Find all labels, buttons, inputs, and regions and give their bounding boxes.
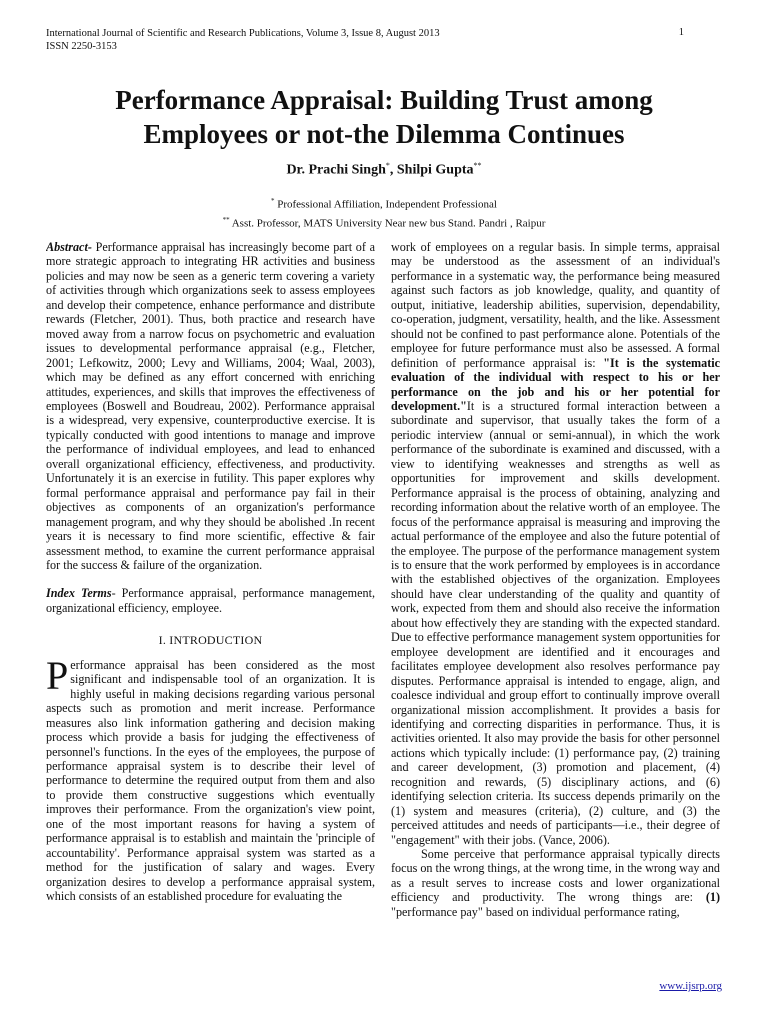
journal-website-link[interactable]: www.ijsrp.org [659,980,722,992]
issn: ISSN 2250-3153 [46,41,117,52]
affiliation-2-mark: ** [222,215,230,224]
author-2-mark: ** [473,161,482,170]
right-p2-bold: (1) [705,890,720,905]
left-column [46,240,375,996]
intro-text: erformance appraisal has been considered as the most significant and indispensable tool of an organization. It is highly useful in making decisions regarding various personal aspects such as promotion and merit increase. Performance measures also link information gathering and decision making process which provide a basis for judging the effectiveness of personnel's functions. In the eyes of the employees, the purpose of performance appraisal system is to describe their level of performance to determine the required output from them and also to provide them constructive suggestions which eventually improves their performance. From the organization's view point, one of the most important reasons for having a system of performance appraisal is to establish and maintain the 'principle of accountability'. Performance appraisal system was started as a method for the justification of salary and wages. Every organization desires to develop a performance appraisal system, which consists of an established procedure for evaluating the [46,657,375,904]
author-separator: , [389,162,397,178]
right-column [391,240,720,996]
author-1-mark: * [385,161,390,170]
right-paragraph-1 [391,240,720,847]
section-heading-introduction: I. INTRODUCTION [158,633,263,648]
journal-header [46,27,440,53]
title-line-1: Performance Appraisal: Building Trust among [115,85,653,115]
right-p1-text-a: work of employees on a regular basis. In simple terms, appraisal may be understood as the assessment of an individual's performance in a systematic way, the performance being measured against such factors as job knowledge, quality, and quantity of output, initiative, leadership abilities, supervision, dependability, co-operation, judgment, versatility, health, and the like. Assessment should not be confined to past performance alone. Potentials of the employee for future performance must also be assessed. A formal definition of performance appraisal is: [391,240,720,370]
author-line [0,161,768,179]
author-2: Shilpi Gupta [396,162,474,178]
right-paragraph-2 [391,847,720,919]
affiliation-1-mark: * [270,197,275,205]
right-p2-text-a: Some perceive that performance appraisal typically directs focus on the wrong things, at the wrong time, in the wrong way and as a result serves to increase costs and lower organizational efficiency and productivity. The wrong things are: [391,847,720,905]
journal-citation: International Journal of Scientific and Research Publications, Volume 3, Issue 8, August 2013 [46,28,440,39]
affiliations [0,194,768,231]
right-p1-text-b: It is a structured formal interaction between a subordinate and supervisor, that usually takes the form of a periodic interview (annual or semi-annual), in which the work performance of the subordinate is examined and discussed, with a view to identifying weaknesses and strengths as well as opportunities for improvement and skills development. Performance appraisal is the process of obtaining, analyzing and recording information about the relative worth of an employee. The focus of the performance appraisal is measuring and improving the actual performance of the employee and also the future potential of the employee. The purpose of the performance management system is to ensure that the work performed by employees is in accordance with the established objectives of the organization. Employees should have clear understanding of the quality and quantity of work, expected from them and should also receive the information about how effectively they are standing with the expected standard. Due to effective performance management system opportunities for employee development are identified and it encourages and facilitates employee development also resolves performance pay disputes. Performance appraisal is intended to engage, align, and coalesce individual and group effort to continually improve overall organizational mission accomplishment. It provides a basis for identifying and correcting disparities in performance. Thus, it is activities oriented. It also may provide the basis for other personnel actions which typically include: (1) performance pay, (2) training and career development, (3) promotion and placement, (4) recognition and rewards, (5) disciplinary actions, and (6) identifying selection criteria. Its success depends primarily on the (1) system and measures (criteria), (2) culture, and (3) the perceived attitudes and needs of participants—i.e., their degree of "engagement" with their jobs. (Vance, 2006). [391,398,720,847]
affiliation-1-text: Professional Affiliation, Independent Professional [274,198,497,211]
right-p2-text-b: "performance pay" based on individual performance rating, [391,904,680,919]
affiliation-1 [0,194,768,213]
affiliation-2-text: Asst. Professor, MATS University Near new bus Stand. Pandri , Raipur [229,217,546,230]
index-terms [46,586,375,615]
paper-title [40,83,728,151]
page-number: 1 [678,27,684,38]
index-terms-text: - Performance appraisal, performance management, organizational efficiency, employee. [46,586,375,615]
title-line-2: Employees or not-the Dilemma Continues [143,119,625,149]
abstract-label: Abstract- [46,240,92,254]
index-terms-label: Index Terms [46,586,112,601]
drop-cap: P [46,652,69,698]
abstract [46,240,375,572]
intro-paragraph [46,652,375,904]
author-1: Dr. Prachi Singh [286,162,386,178]
abstract-text: Performance appraisal has increasingly become part of a more strategic approach to integrating HR activities and business policies and may now be seen as a generic term covering a variety of activities through which organizations seek to assess employees and develop their competence, enhance performance and distribute rewards (Fletcher, 2001). Thus, both practice and research have moved away from a narrow focus on psychometric and evaluation issues to developmental performance appraisal (e.g., Fletcher, 2001; Lefkowitz, 2000; Levy and Williams, 2004; Waal, 2003), which may be defined as any effort concerned with enriching attitudes, experiences, and skills that improves the effectiveness of employees (Boswell and Boudreau, 2002). Performance appraisal is a widespread, very expensive, counterproductive exercise. It is typically conducted with good intentions to manage and improve the performance of individual employees, and lead to enhanced overall organizational efficiency, effectiveness, and productivity. Unfortunately it is an exercise in futility. This paper explores why formal performance appraisal and performance pay fail in their objectives as components of an organization's performance management program, and why they should be abolished .In recent years it is necessary to find more scientific, effective & fair assessment method, to examine the current performance appraisal for the success & failure of the organization. [46,240,375,572]
affiliation-2 [0,213,768,232]
definition-quote: "It is the systematic evaluation of the individual with respect to his or her performance on the job and his or her potential for development." [391,355,720,413]
